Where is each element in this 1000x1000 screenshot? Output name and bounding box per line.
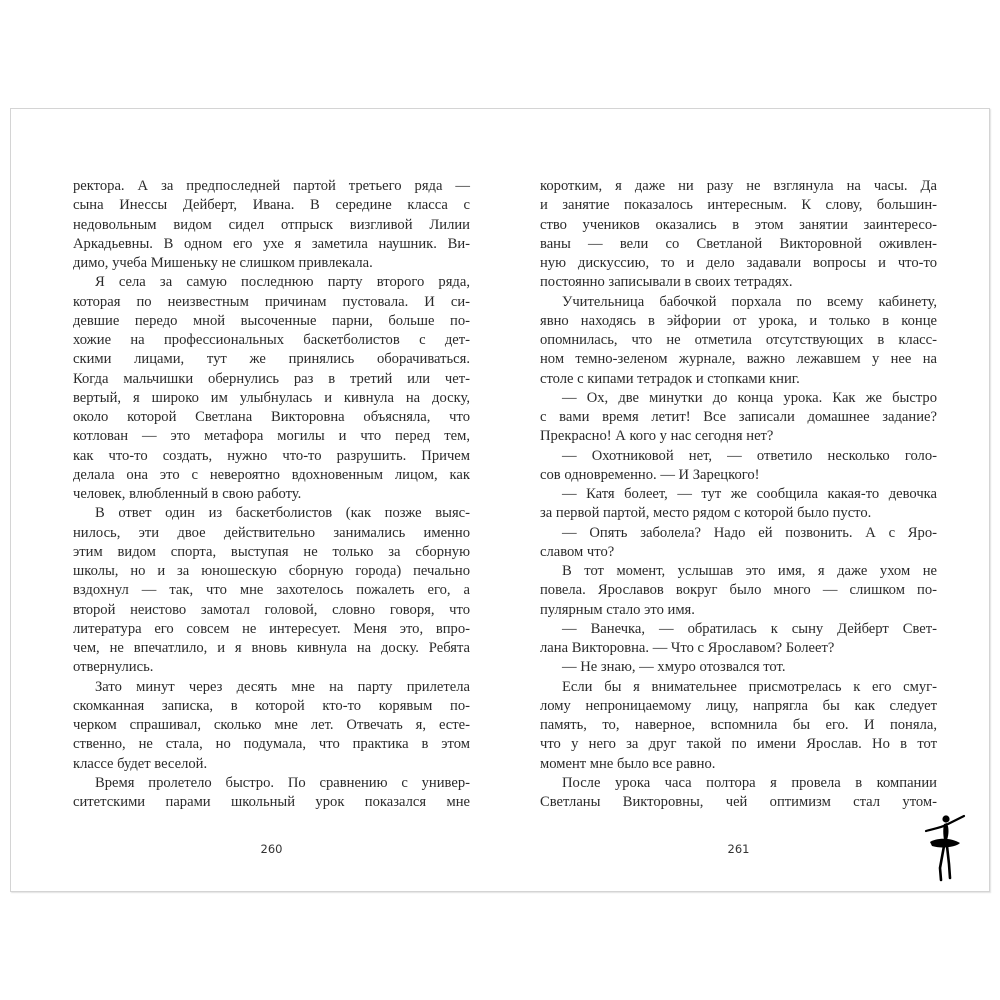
text-line: сына Инессы Дейберт, Ивана. В середине класса с — [73, 197, 470, 214]
text-line: сов одновременно. — И Зарецкого! — [540, 466, 760, 483]
text-line: ную дискуссию, то и дело задавали вопросы и что-то — [540, 255, 937, 271]
text-line: Учительница бабочкой порхала по всему кабинету, — [562, 293, 937, 310]
text-line: ственно, не стала, но подумала, что практика в этом — [73, 736, 470, 753]
text-line: вертый, я широко им улыбнулась и кивнула на доску, — [73, 389, 470, 406]
text-line: нилось, эти двое действительно занимались именно — [73, 524, 470, 541]
text-line: Время пролетело быстро. По сравнению с универ- — [95, 774, 470, 791]
text-line: ректора. А за предпоследней партой третьего ряда — — [73, 178, 470, 194]
page-number-left: 260 — [260, 842, 283, 856]
text-line: Прекрасно! А кого у нас сегодня нет? — [540, 428, 774, 445]
text-line: момент мне было все равно. — [540, 755, 716, 772]
text-line: как что-то создать, нужно что-то разрушить. Причем — [73, 447, 470, 464]
text-line: димо, учеба Мишеньку не слишком привлекала. — [73, 255, 373, 271]
text-line: коротким, я даже ни разу не взглянула на часы. Да — [540, 178, 937, 194]
text-line: — Не знаю, — хмуро отозвался тот. — [562, 659, 786, 676]
text-line: около которой Светлана Викторовна объясняла, что — [73, 409, 470, 425]
text-line: чем, не впечатлило, и я вновь кивнула на доску. Ребята — [73, 640, 470, 656]
text-line: делала она это с невероятно вдохновенным лицом, как — [73, 466, 470, 483]
text-line: котлован — это метафора могилы и что перед тем, — [73, 428, 470, 445]
left-page-text — [73, 177, 470, 812]
text-line: скомканная записка, в которой кто-то корявым по- — [73, 697, 470, 714]
text-line: второй неистово замотал головой, словно говоря, что — [73, 601, 470, 618]
text-line: лана Викторовна. — Что с Ярославом? Болеет? — [540, 640, 835, 656]
text-line: человек, влюбленный в свою работу. — [73, 486, 302, 502]
text-line: — Опять заболела? Надо ей позвонить. А с Яро- — [562, 524, 937, 541]
text-line: славом что? — [540, 543, 615, 560]
text-line: хожие на профессиональных баскетболистов с дет- — [73, 332, 470, 348]
text-line: Если бы я внимательнее присмотрелась к его смуг- — [562, 678, 937, 695]
right-page-text — [540, 177, 937, 812]
text-line: недовольным видом сидел отпрыск визгливой Лилии — [73, 216, 470, 233]
text-line: что у него за друг такой по имени Ярослав. Но в тот — [540, 736, 937, 753]
text-line: литература его совсем не интересует. Меня это, впро- — [73, 620, 470, 637]
text-line: память, то, наверное, вспомнила бы его. И поняла, — [540, 717, 937, 733]
text-line: и занятие показалось интересным. К слову, большин- — [540, 197, 937, 214]
text-line: Когда мальчишки обернулись раз в третий или чет- — [73, 370, 470, 387]
text-line: ситетскими парами школьный урок показался мне — [73, 794, 470, 810]
book-spread — [10, 108, 990, 892]
text-line: лому непроницаемому лицу, напрягла бы как следует — [540, 697, 937, 714]
text-line: Я села за самую последнюю парту второго ряда, — [95, 274, 470, 291]
text-line: После урока часа полтора я провела в компании — [562, 774, 937, 791]
text-line: повела. Ярославов вокруг было много — слишком по- — [540, 582, 937, 599]
text-line: ваны — вели со Светланой Викторовной оживлен- — [540, 235, 937, 252]
text-line: — Ох, две минутки до конца урока. Как же быстро — [562, 389, 937, 406]
text-line: — Охотниковой нет, — ответило несколько голо- — [562, 447, 937, 464]
text-line: столе с кипами тетрадок и стопками книг. — [540, 370, 800, 387]
text-line: школы, но и за юношескую сборную города) печально — [73, 563, 470, 579]
text-line: пулярным стало это имя. — [540, 601, 695, 618]
text-line: классе будет веселой. — [73, 755, 208, 772]
text-line: черком спрашивал, сколько мне лет. Отвечать я, есте- — [73, 717, 470, 733]
text-line: ном темно-зеленом журнале, важно лежавшем у нее на — [540, 351, 937, 368]
text-line: Зато минут через десять мне на парту прилетела — [95, 678, 470, 695]
text-line: вздохнул — так, что мне захотелось пожалеть его, а — [73, 582, 470, 599]
text-line: этим видом спорта, выступая не только за сборную — [73, 543, 470, 560]
ballerina-silhouette-icon — [920, 812, 972, 884]
text-line: за первой партой, место рядом с которой было пусто. — [540, 505, 872, 522]
text-line: с вами время летит! Все записали домашнее задание? — [540, 409, 937, 425]
text-line: скими лицами, тут же принялись оборачиваться. — [73, 351, 470, 368]
page-number-right: 261 — [727, 842, 750, 856]
text-line: В тот момент, услышав это имя, я даже ухом не — [562, 563, 937, 579]
text-line: постоянно записывали в своих тетрадях. — [540, 274, 793, 291]
text-line: ство учеников оказались в этом занятии заинтересо- — [540, 216, 937, 233]
text-line: девшие передо мной высоченные парни, больше по- — [73, 312, 470, 329]
text-line: опомнилась, что не отметила отсутствующих в класс- — [540, 332, 937, 348]
text-line: Светланы Викторовны, чей оптимизм стал утом- — [540, 794, 937, 810]
text-line: — Ванечка, — обратилась к сыну Дейберт Свет- — [562, 620, 937, 637]
text-line: явно находясь в эйфории от урока, и только в конце — [540, 312, 937, 329]
text-line: отвернулись. — [73, 659, 154, 676]
text-line: Аркадьевны. В одном его ухе я заметила наушник. Ви- — [73, 235, 470, 252]
text-line: — Катя болеет, — тут же сообщила какая-то девочка — [562, 486, 937, 502]
text-line: которая по неизвестным причинам пустовала. И си- — [73, 293, 470, 310]
text-line: В ответ один из баскетболистов (как позже выяс- — [95, 505, 470, 522]
